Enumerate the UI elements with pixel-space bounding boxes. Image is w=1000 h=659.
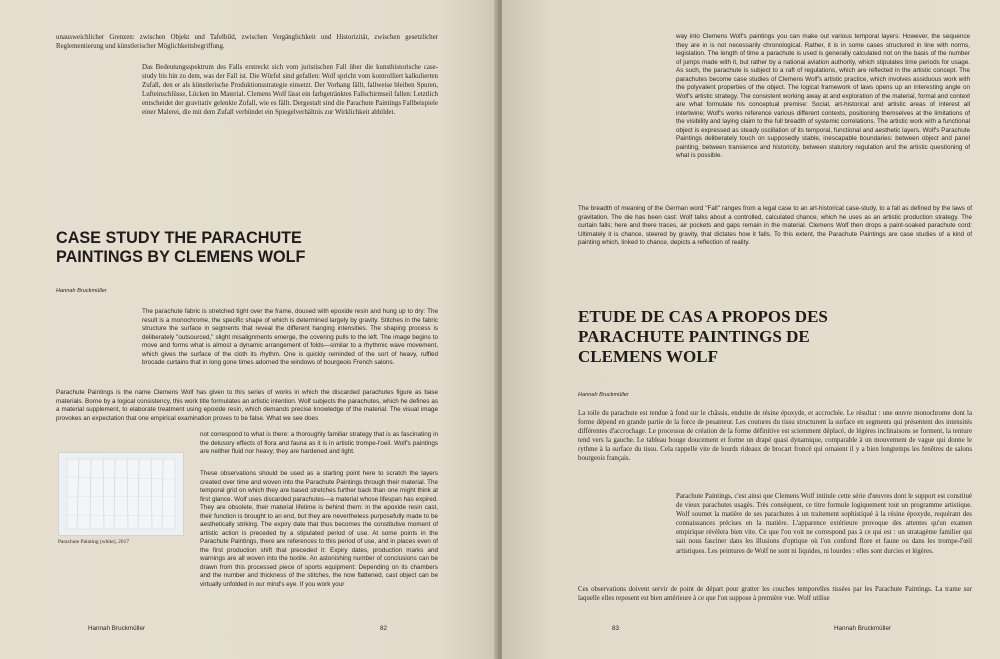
german-paragraph: Das Bedeutungsspektrum des Falls erstreckt sich vom juristischen Fall über die kunsthistorische case-study bis hin zu dem, was der Fall ist. Die Würfel sind gefallen: Wolf spricht vom kontrolliert kalkulierten Zufall, den er als künstlerische Produktionsstrategie einsetzt. Der Vorhang fällt, fallweise bleiben Spuren, Lufteinschlüsse, Lücken im Material. Clemens Wolf lässt ein farbgetränktes Fallschirmseil fallen: Letztlich entscheidet der gravitativ gelenkte Zufall, wie es fällt. Dergestalt sind die Parachute Paintings Fallbeispiele einer Malerei, die mit dem Zufall verbündet ein Spiegelverhältnis zur Wirklichkeit abbildet. bbox=[142, 64, 438, 117]
body-paragraph-3: These observations should be used as a starting point here to scratch the layers created over time and woven into the Parachute Paintings through their material. The temporal grid on which they are based stretches further back than one might think at first glance. Wolf uses discarded parachutes—a material whose lifespan has expired. They are obsolete, their material lifetime is behind them: in the epoxide resin cast, their function is brought to an end, but they are nevertheless purposefully made to be aesthetically striking. The expiry date that thus becomes the constitutive moment of artistic action is preceded by a stipulated period of use. At some points in the Parachute Paintings, there are references to this period of use, and in places even of the first production shift that preceded it: Expiry dates, production marks and warnings are all woven into the textile. An astonishing number of conclusions can be drawn from this processed piece of sports equipment: Depending on its chambers and the number and thickness of the stitches, the now flattened, cast object can be virtually unfolded in our mind's eye. If you work your bbox=[200, 470, 438, 588]
image-caption: Parachute Painting (white), 2017 bbox=[58, 539, 129, 545]
page-number-right: 83 bbox=[612, 625, 620, 632]
artwork-image bbox=[58, 452, 184, 536]
left-page bbox=[0, 0, 498, 659]
french-paragraph-3: Ces observations doivent servir de point de départ pour gratter les couches temporelles tissées par les Parachute Paintings. La trame sur laquelle elles reposent est bien antérieure à ce que l'on suppose à première vue. Wolf utilise bbox=[578, 586, 972, 603]
french-paragraph-2: Parachute Paintings, c'est ainsi que Clemens Wolf intitule cette série d'œuvres dont le support est constitué de vieux parachutes usagés. Très conséquent, ce titre formule logiquement tout un programme artistique. Wolf soumet la matière de ses parachutes à un traitement sophistiqué à la résine époxyde, requérant des connaissances précises en la matière. L'apparence extérieure provoque des attentes qu'un examen empirique révèlera bien vite. Ce que l'on voit ne correspond pas à ce qui est : un stratagème familier qui sait nous fasciner dans les illusions d'optique où l'on confond flore et faune ou dans les trompe-l'œil artistiques. Les peintures de Wolf ne sont ni liquides, ni lourdes : elles sont durcies et légères. bbox=[676, 493, 972, 555]
page-title: CASE STUDY THE PARACHUTE PAINTINGS BY CLEMENS WOLF bbox=[56, 229, 306, 266]
body-paragraph-2-cont: not correspond to what is there: a thoroughly familiar strategy that is as fascinating in the delusory effects of flora and fauna as it is in artistic trompe-l'oeil. Wolf's paintings are neither fluid nor heavy; they are hardened and light. bbox=[200, 431, 438, 455]
parachute-painting-image bbox=[59, 453, 183, 535]
body-paragraph-continued: way into Clemens Wolf's paintings you can make out various temporal layers: However, the sequence they are in is not necessarily chronological. Rather, it is in some cases structured in line with norms, legislation. The length of time a parachute is used is generally calculated not on the basis of the number of jumps made with it, but rather by a national aviation authority, which stipulates time periods for usage. As such, the parachute is subject to a raft of regulations, which are reflected in the artistic concept. The parachutes become case studies of Clemens Wolf's artistic practice, which involves assiduous work with the polyvalent properties of the object. The logical framework of laws opens up an interesting angle on Wolf's artistic strategy. The consistent working away at and exploration of the material, formal and context are what formulate his conceptual premise: Social, art-historical and artistic areas of interest all intertwine; Wolf's works reference various different contexts, positioning themselves at the limitations of the visibility and laying claim to the full breadth of systemic correlations. The artistic work with a functional object is expressed as steady oscillation of its temporal, functional and aesthetic layers. Wolf's Parachute Paintings deliberately touch on supposedly stable, inescapable boundaries: between object and panel painting, between transience and historicity, between statutory regulation and the artistic questioning of what is possible. bbox=[676, 33, 970, 159]
right-page bbox=[502, 0, 1000, 659]
body-paragraph-1: The parachute fabric is stretched tight over the frame, doused with epoxide resin and hung up to dry: The result is a monochrome, the specific shape of which is determined largely by gravity. Stitches in the fabric structure the surface in segments that reveal the different hanging intensities. The shaping process is deliberately "outsourced," slight misalignments emerge, the covering pulls to the left. The image begins to move and forms what is almost a dynamic arrangement of folds—similar to a rhythmic wave movement, which gives the surface of the cloth its rhythm. One is quickly reminded of the sort of heavy, ruffled brocade curtains that in long gone times adorned the windows of bourgeois French salons. bbox=[142, 308, 438, 366]
page-number: 82 bbox=[380, 625, 388, 632]
german-intro-text: unausweichlicher Grenzen: zwischen Objekt und Tafelbild, zwischen Vergänglichkeit und Historizität, zwischen gesetzlicher Reglementierung und künstlerischer Möglichkeitsbegriffung. bbox=[56, 34, 438, 51]
page-title-french: ETUDE DE CAS A PROPOS DES PARACHUTE PAINTINGS DE CLEMENS WOLF bbox=[578, 307, 828, 366]
breadth-paragraph: The breadth of meaning of the German word "Fall" ranges from a legal case to an art-historical case-study, to a fall as defined by the laws of gravitation. The die has been cast: Wolf talks about a controlled, calculated chance, which he uses as an artistic production strategy. The curtain falls; here and there traces, air pockets and gaps remain in the material. Clemens Wolf then drops a paint-soaked parachute cord: Ultimately it is chance, steered by gravity, that dictates how it falls. To this extent, the Parachute Paintings are case studies of a kind of painting which, linked to chance, depicts a reflection of reality. bbox=[578, 205, 972, 246]
french-paragraph-1: La toile du parachute est tendue à fond sur le châssis, enduite de résine époxyde, et accrochée. Le résultat : une œuvre monochrome dont la forme dépend en grande partie de la force de pesanteur. Les coutures du tissu structurent la surface en segments qui présentent des intensités différentes d'accrochage. Le processus de création de la forme définitive est sciemment déplacé, de légères inclinaisons se forment, la tenture tend vers la gauche. Le tableau bouge doucement et forme un drapé quasi dynamique, comparable à un mouvement de vague qui donne le rythme à la surface du tissu. Cela rappelle vite de lourds rideaux de brocart froncé qui ornaient il y a bien longtemps les fenêtres de salons bourgeois français. bbox=[578, 410, 972, 463]
author-byline-french: Hannah Bruckmüller bbox=[578, 392, 629, 398]
author-byline: Hannah Bruckmüller bbox=[56, 288, 107, 294]
footer-author-name: Hannah Bruckmüller bbox=[88, 625, 146, 632]
body-paragraph-2: Parachute Paintings is the name Clemens Wolf has given to this series of works in which the discarded parachutes figure as base materials. Borne by a logical consistency, this work title formulates an artistic intention. Wolf subjects the parachutes, which he defines as a material supplement, to elaborate treatment using epoxide resin, which demands precise knowledge of the material. The visual image provokes an expectation that one empirical examination proves to be false. What we see does bbox=[56, 389, 438, 422]
footer-author-name-right: Hannah Bruckmüller bbox=[834, 625, 892, 632]
